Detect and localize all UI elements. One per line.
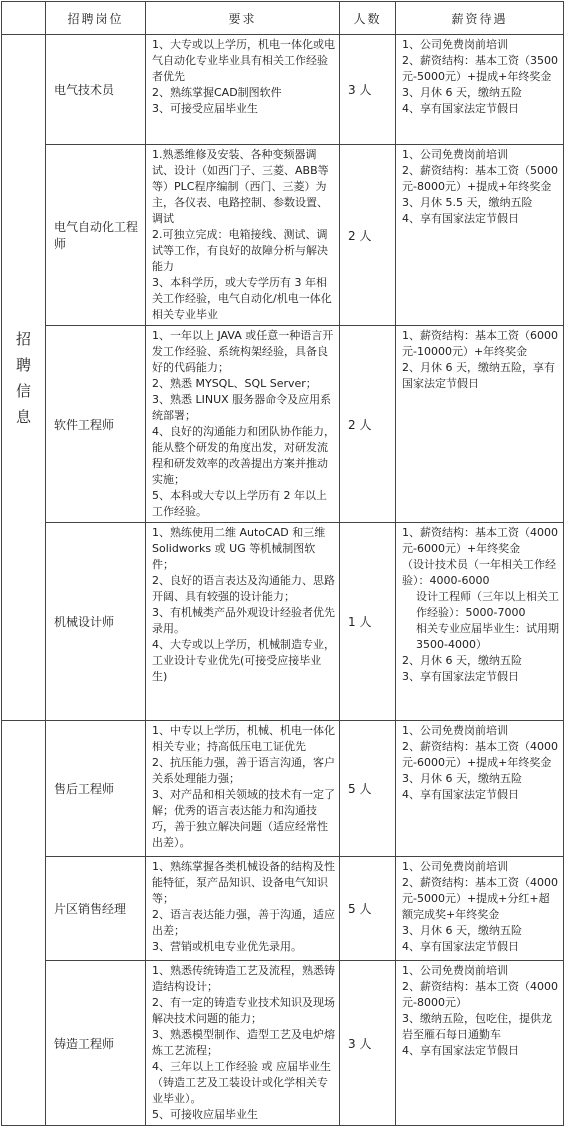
requirements-cell <box>146 961 340 1126</box>
requirement-item: 4、大专或以上学历，机械制造专业，工业设计专业优先(可接受应接毕业生) <box>152 638 335 683</box>
table-row <box>2 145 564 326</box>
header-row <box>2 2 564 35</box>
count-cell: 5 人 <box>340 721 396 857</box>
requirement-item: 1.熟悉维修及安装、各种变频器调试、设计（如西门子、三菱、ABB等等）PLC程序编制（西门、三菱）为主，各仪表、电路控制、参数设置、调试 <box>152 148 329 225</box>
benefit-item: 2、薪资结构：基本工资（4000元-5000元）+提成+分红+超额完成奖+年终奖金 <box>402 876 558 921</box>
benefit-item: 1、公司免费岗前培训 <box>402 724 508 737</box>
section-label-char: 聘 <box>15 355 31 374</box>
requirements-cell <box>146 35 340 145</box>
requirements-cell <box>146 721 340 857</box>
benefit-item: 3、缴纳五险，包吃住，提供龙岩至雁石每日通勤车 <box>402 1012 552 1041</box>
benefit-item: 1、公司免费岗前培训 <box>402 964 508 977</box>
requirement-item: 2、良好的语言表达及沟通能力、思路开阔、具有较强的设计能力； <box>152 574 335 603</box>
benefit-item: 4、享有国家法定节假日 <box>402 102 519 115</box>
header-blank <box>2 2 46 35</box>
benefit-item: 2、薪资结构：基本工资（5000元-8000元）+提成+年终奖金 <box>402 164 558 193</box>
benefit-item: 3、月休 6 天，缴纳五险 <box>402 86 522 99</box>
benefit-item: 3、月休 5.5 天，缴纳五险 <box>402 196 533 209</box>
table-row <box>2 326 564 523</box>
requirement-item: 3、有机械类产品外观设计经验者优先录用。 <box>152 606 335 635</box>
benefit-item: 设计工程师（三年以上相关工作经验）：5000-7000 <box>416 590 559 619</box>
requirements-cell <box>146 523 340 721</box>
table-row <box>2 857 564 961</box>
benefit-item: 4、享有国家法定节假日 <box>402 940 519 953</box>
requirement-item: 1、中专以上学历，机械、机电一体化相关专业；持高低压电工证优先 <box>152 724 335 753</box>
requirements-cell <box>146 326 340 523</box>
requirement-item: 5、可接收应届毕业生 <box>152 1108 258 1121</box>
requirement-item: 3、熟悉 LINUX 服务器命令及应用系统部署； <box>152 393 332 422</box>
benefit-item: 2、薪资结构：基本工资（4000元-6000元）+提成+年终奖金 <box>402 740 558 769</box>
header-position: 招聘岗位 <box>46 2 146 35</box>
requirement-item: 5、本科或大专以上学历有 2 年以上工作经验。 <box>152 489 327 518</box>
benefit-item: （设计技术员（一年相关工作经验）：4000-6000 <box>402 558 556 587</box>
benefits-cell <box>396 145 564 326</box>
header-count: 人数 <box>340 2 396 35</box>
requirement-item: 2、熟练掌握CAD制图软件 <box>152 86 282 99</box>
requirement-item: 2、抗压能力强，善于语言沟通，客户关系处理能力强； <box>152 756 335 785</box>
requirement-item: 2、有一定的铸造专业技术知识及现场解决技术问题的能力； <box>152 996 335 1025</box>
benefit-item: 1、公司免费岗前培训 <box>402 148 508 161</box>
count-cell: 2 人 <box>340 326 396 523</box>
requirement-item: 4、三年以上工作经验 或 应届毕业生（铸造工艺及工装设计或化学相关专业毕业）。 <box>152 1060 331 1105</box>
benefit-item: 相关专业应届毕业生：试用期 3500-4000） <box>416 622 559 651</box>
section-label-char: 信 <box>15 381 31 400</box>
requirements-cell <box>146 857 340 961</box>
benefit-item: 1、薪资结构：基本工资（6000元-10000元）+年终奖金 <box>402 329 558 358</box>
requirement-item: 2.可独立完成：电箱接线、测试、调试等工作，有良好的故障分析与解决能力 <box>152 228 328 273</box>
benefit-item: 4、享有国家法定节假日 <box>402 788 519 801</box>
count-cell: 3 人 <box>340 961 396 1126</box>
benefit-item: 2、月休 6 天，缴纳五险 <box>402 654 522 667</box>
requirement-item: 1、熟练掌握各类机械设备的结构及性能特征，泵产品知识、设备电气知识等； <box>152 860 335 905</box>
position-cell: 片区销售经理 <box>46 857 146 961</box>
benefit-item: 3、月休 6 天，缴纳五险 <box>402 924 522 937</box>
requirement-item: 2、熟悉 MYSQL、SQL Server； <box>152 377 317 390</box>
benefits-cell <box>396 961 564 1126</box>
requirement-item: 1、大专或以上学历，机电一体化或电气自动化专业毕业具有相关工作经验者优先 <box>152 38 335 83</box>
section-label-char: 息 <box>15 407 31 426</box>
benefit-item: 3、月休 6 天，缴纳五险 <box>402 772 522 785</box>
section-blank <box>2 721 46 1126</box>
recruitment-table <box>1 1 564 1126</box>
benefit-item: 4、享有国家法定节假日 <box>402 1044 519 1057</box>
benefits-cell <box>396 857 564 961</box>
table-row <box>2 961 564 1126</box>
requirement-item: 3、对产品和相关领域的技术有一定了解；优秀的语言表达能力和沟通技巧，善于独立解决问题（适应经常性出差）。 <box>152 788 335 849</box>
count-cell: 2 人 <box>340 145 396 326</box>
benefit-item: 2、月休 6 天，缴纳五险，享有国家法定节假日 <box>402 361 555 390</box>
position-cell: 铸造工程师 <box>46 961 146 1126</box>
requirement-item: 3、可接受应届毕业生 <box>152 102 258 115</box>
position-cell: 电气技术员 <box>46 35 146 145</box>
count-cell: 1 人 <box>340 523 396 721</box>
position-cell: 售后工程师 <box>46 721 146 857</box>
benefits-cell <box>396 326 564 523</box>
benefit-item: 2、薪资结构：基本工资（4000元-8000元） <box>402 980 558 1009</box>
requirement-item: 2、语言表达能力强，善于沟通，适应出差； <box>152 908 335 937</box>
position-cell: 软件工程师 <box>46 326 146 523</box>
requirement-item: 1、熟悉传统铸造工艺及流程，熟悉铸造结构设计； <box>152 964 335 993</box>
benefit-item: 4、享有国家法定节假日 <box>402 212 519 225</box>
benefit-item: 1、公司免费岗前培训 <box>402 860 508 873</box>
benefits-cell <box>396 35 564 145</box>
header-requirements: 要求 <box>146 2 340 35</box>
requirement-item: 3、本科学历，或大专学历有 3 年相关工作经验，电气自动化/机电一体化相关专业毕业 <box>152 276 332 321</box>
benefit-item: 1、公司免费岗前培训 <box>402 38 508 51</box>
section-label <box>2 35 46 721</box>
benefit-item: 2、薪资结构：基本工资（3500元-5000元）+提成+年终奖金 <box>402 54 558 83</box>
requirement-item: 3、熟悉模型制作、造型工艺及电炉熔炼工艺流程； <box>152 1028 335 1057</box>
position-cell: 电气自动化工程师 <box>46 145 146 326</box>
count-cell: 3 人 <box>340 35 396 145</box>
header-benefits: 薪资待遇 <box>396 2 564 35</box>
table-row <box>2 35 564 145</box>
requirement-item: 3、营销或机电专业优先录用。 <box>152 940 302 953</box>
requirements-cell <box>146 145 340 326</box>
benefits-cell <box>396 523 564 721</box>
table-row <box>2 721 564 857</box>
benefits-cell <box>396 721 564 857</box>
requirement-item: 4、良好的沟通能力和团队协作能力，能从整个研发的角度出发，对研发流程和研发效率的改善提出方案并推动实施； <box>152 425 335 486</box>
requirement-item: 1、熟练使用二维 AutoCAD 和三维 Solidworks 或 UG 等机械制图软件； <box>152 526 326 571</box>
benefit-item: 3、享有国家法定节假日 <box>402 670 519 683</box>
benefit-item: 1、薪资结构：基本工资（4000元-6000元）+年终奖金 <box>402 526 558 555</box>
section-label-char: 招 <box>15 329 31 348</box>
count-cell: 5 人 <box>340 857 396 961</box>
table-row <box>2 523 564 721</box>
position-cell: 机械设计师 <box>46 523 146 721</box>
requirement-item: 1、一年以上 JAVA 或任意一种语言开发工作经验、系统构架经验，具备良好的代码能力； <box>152 329 334 374</box>
